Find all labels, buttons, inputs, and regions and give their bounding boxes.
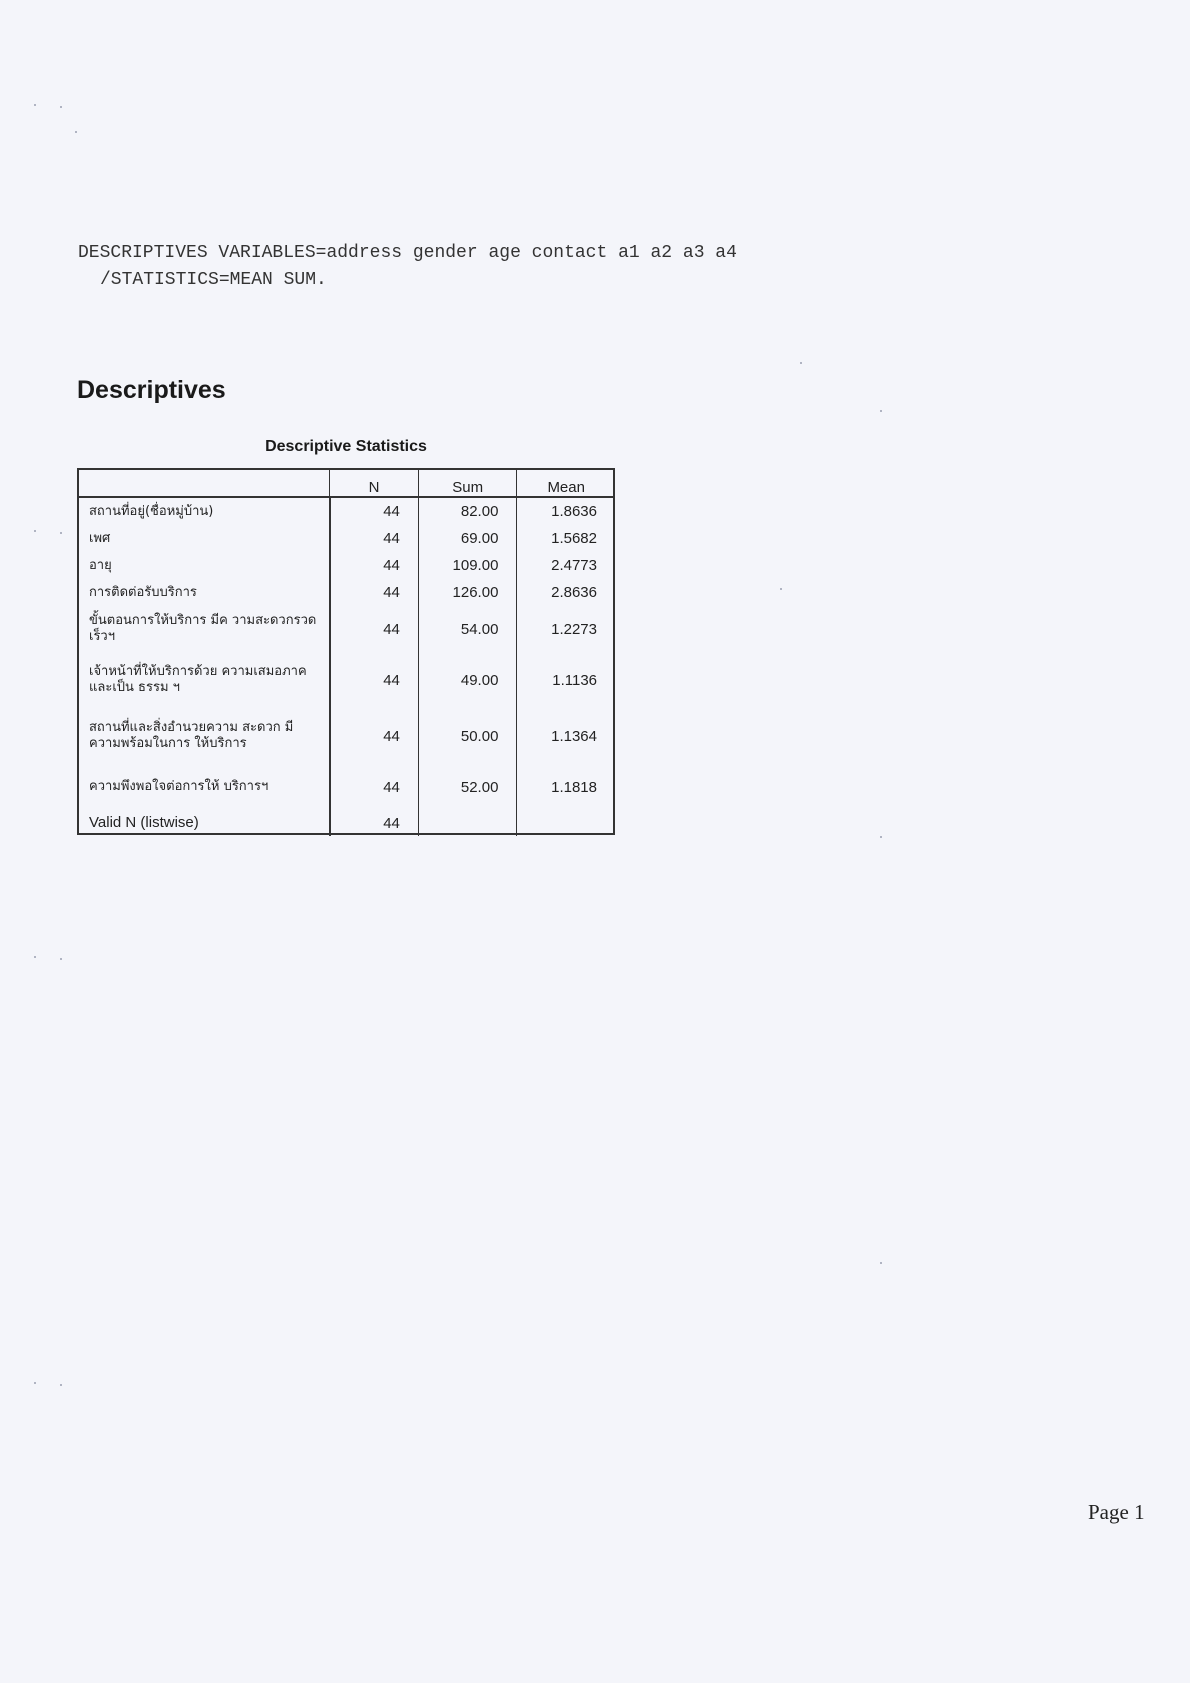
syntax-line-1: DESCRIPTIVES VARIABLES=address gender age contact a1 a2 a3 a4 (78, 243, 737, 263)
scan-speck (780, 588, 782, 590)
row-label: การติดต่อรับบริการ (77, 579, 330, 606)
cell-sum: 109.00 (418, 552, 517, 579)
table-row (77, 708, 615, 764)
cell-sum (418, 810, 517, 836)
scan-speck (34, 956, 36, 958)
cell-sum: 49.00 (418, 652, 517, 708)
cell-sum: 69.00 (418, 525, 517, 552)
cell-mean (517, 810, 615, 836)
row-label: สถานที่และสิ่งอำนวยความ สะดวก มีความพร้อมในการ ให้บริการ (77, 708, 330, 764)
row-label: สถานที่อยู่(ชื่อหมู่บ้าน) (77, 497, 330, 525)
page-number: Page 1 (1088, 1500, 1145, 1524)
table-row (77, 525, 615, 552)
cell-n: 44 (383, 584, 400, 601)
cell-n: 44 (383, 557, 400, 574)
cell-mean: 1.2273 (517, 606, 615, 652)
scan-speck (75, 131, 77, 133)
cell-sum: 54.00 (418, 606, 517, 652)
cell-n: 44 (383, 778, 400, 796)
scan-speck (34, 104, 36, 106)
header-n: N (330, 468, 419, 497)
scan-speck (880, 836, 882, 838)
cell-n: 44 (383, 814, 400, 832)
cell-mean: 1.1136 (517, 652, 615, 708)
cell-n: 44 (383, 671, 400, 689)
syntax-block (78, 240, 737, 294)
scan-speck (800, 362, 802, 364)
scan-speck (880, 1262, 882, 1264)
row-label: ความพึงพอใจต่อการให้ บริการฯ (77, 764, 330, 810)
header-sum: Sum (418, 468, 517, 497)
table-row (77, 497, 615, 525)
cell-n: 44 (383, 620, 400, 638)
cell-sum: 50.00 (418, 708, 517, 764)
cell-sum: 126.00 (418, 579, 517, 606)
row-label: อายุ (77, 552, 330, 579)
header-corner (77, 468, 330, 497)
cell-sum: 82.00 (418, 497, 517, 525)
cell-n: 44 (383, 727, 400, 745)
cell-sum: 52.00 (418, 764, 517, 810)
scan-speck (60, 1384, 62, 1386)
scan-speck (60, 106, 62, 108)
syntax-line-2: /STATISTICS=MEAN SUM. (100, 270, 327, 290)
row-label: เจ้าหน้าที่ให้บริการด้วย ความเสมอภาคและเป็น ธรรม ฯ (77, 652, 330, 708)
cell-mean: 1.1818 (517, 764, 615, 810)
cell-mean: 1.8636 (517, 497, 615, 525)
table-header-row (77, 468, 615, 497)
table-row-valid-n (77, 810, 615, 836)
header-mean: Mean (517, 468, 615, 497)
scan-speck (34, 530, 36, 532)
scan-speck (60, 532, 62, 534)
cell-mean: 1.5682 (517, 525, 615, 552)
table-row (77, 764, 615, 810)
table-title: Descriptive Statistics (265, 438, 427, 455)
table-row (77, 606, 615, 652)
cell-mean: 2.4773 (517, 552, 615, 579)
scan-speck (880, 410, 882, 412)
section-title: Descriptives (77, 376, 226, 404)
row-label: Valid N (listwise) (77, 810, 330, 836)
row-label: เพศ (77, 525, 330, 552)
descriptive-statistics-table (77, 468, 615, 836)
cell-n: 44 (383, 503, 400, 520)
table-row (77, 552, 615, 579)
cell-n: 44 (383, 530, 400, 547)
row-label: ขั้นตอนการให้บริการ มีค วามสะดวกรวดเร็วฯ (77, 606, 330, 652)
scan-speck (34, 1382, 36, 1384)
scan-speck (60, 958, 62, 960)
table-row (77, 579, 615, 606)
table-row (77, 652, 615, 708)
cell-mean: 2.8636 (517, 579, 615, 606)
cell-mean: 1.1364 (517, 708, 615, 764)
